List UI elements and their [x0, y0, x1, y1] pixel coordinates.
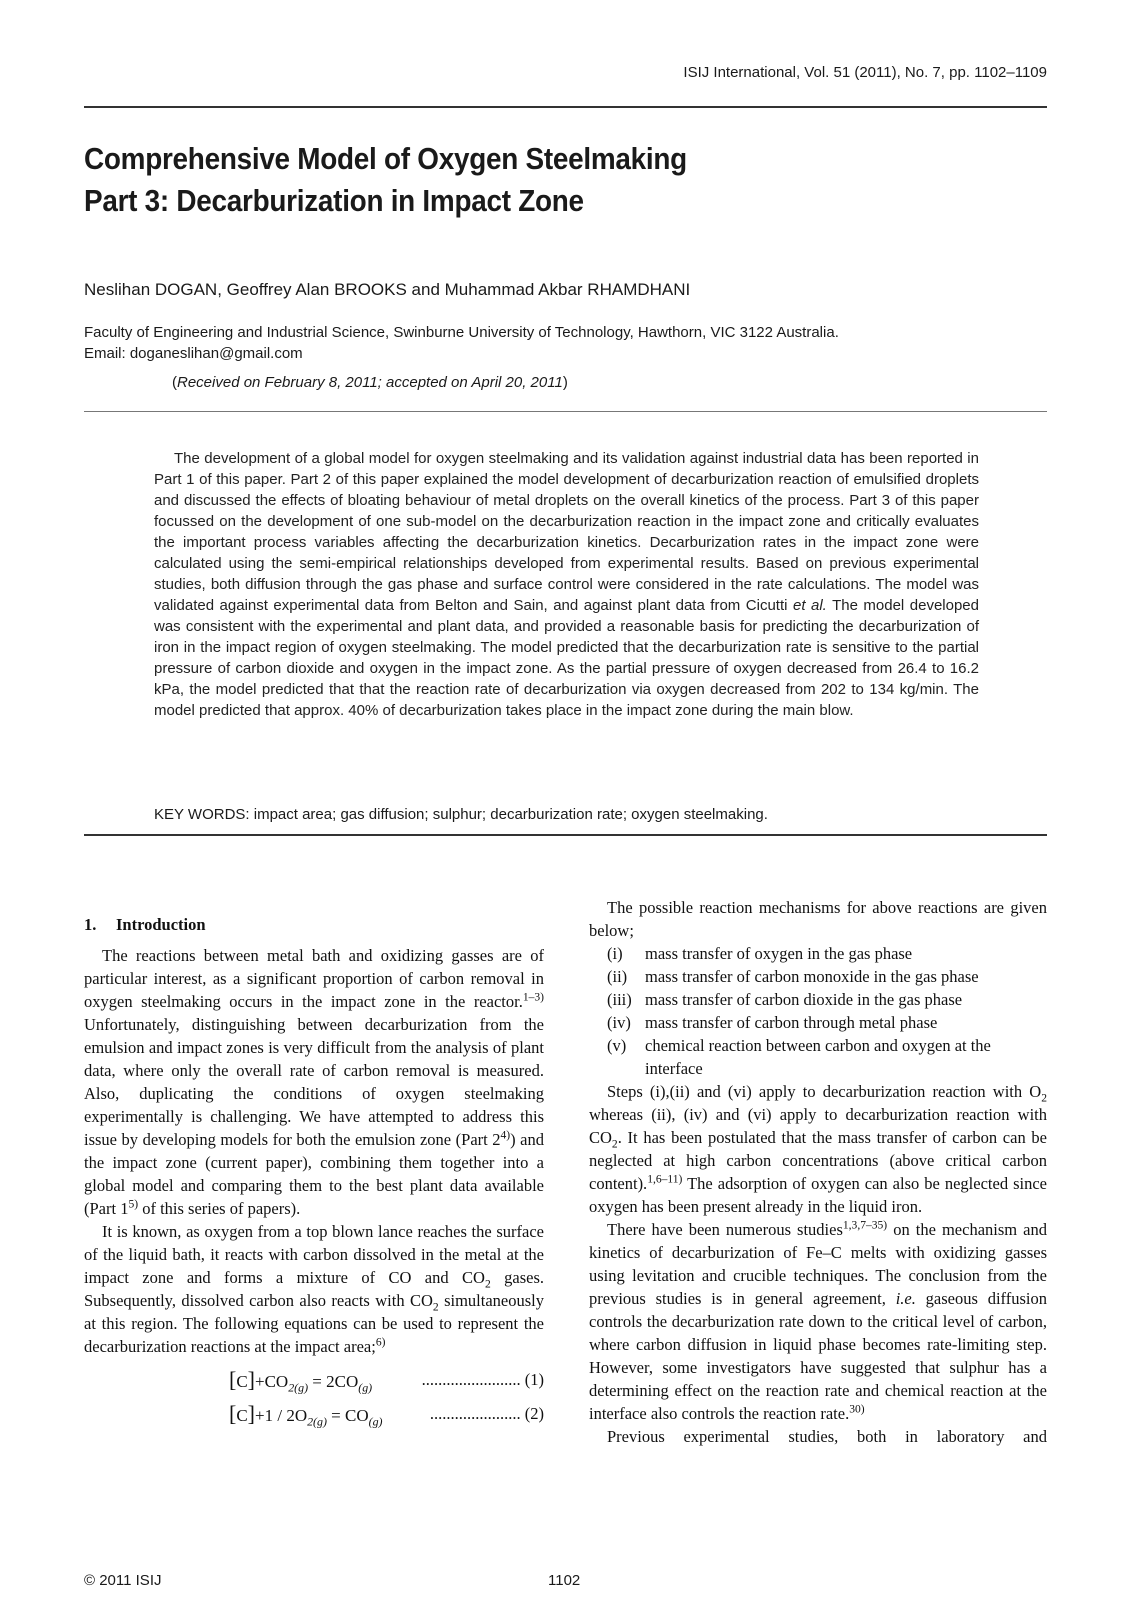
mechanism-index: (iv)	[607, 1013, 631, 1032]
eq-term: 1 / 2O	[264, 1406, 308, 1425]
received-dates	[172, 374, 568, 391]
mechanism-index: (iii)	[607, 990, 632, 1009]
section-heading	[84, 913, 544, 936]
left-column	[84, 913, 544, 1432]
keywords: KEY WORDS: impact area; gas diffusion; sulphur; decarburization rate; oxygen steelmaking.	[154, 806, 768, 823]
right-column	[589, 896, 1047, 1448]
title-line-2: Part 3: Decarburization in Impact Zone	[84, 183, 584, 218]
mechanism-item	[589, 942, 1047, 965]
text-run: ) and the impact zone (current paper), combining them together into a global model and comparing them to the best plant data available (Part 1	[84, 1130, 544, 1218]
text-run: The adsorption of oxygen can also be neglected since oxygen has been present already in the liquid iron.	[589, 1174, 1047, 1216]
text-run: simultaneously at this region. The following equations can be used to represent the decarburization reactions at the impact area;	[84, 1291, 544, 1356]
equation-1	[84, 1368, 544, 1398]
mechanism-item	[589, 1011, 1047, 1034]
subscript: 2(g)	[307, 1414, 327, 1429]
text-run: Steps (i),(ii) and (vi) apply to decarburization reaction with O	[607, 1082, 1042, 1101]
mechanism-index: (ii)	[607, 967, 628, 986]
eq-term: =	[326, 1406, 345, 1425]
mechanism-item	[589, 1034, 1047, 1080]
mechanism-text: mass transfer of oxygen in the gas phase	[645, 944, 913, 963]
text-run: of this series of papers).	[138, 1199, 301, 1218]
mechanism-text: mass transfer of carbon dioxide in the gas phase	[645, 990, 963, 1009]
subscript: (g)	[358, 1380, 373, 1395]
text-run: gases. Subsequently, dissolved carbon also reacts with CO	[84, 1268, 544, 1310]
text-run: Unfortunately, distinguishing between decarburization from the emulsion and impact zones is very difficult from the analysis of plant data, where only the overall rate of carbon removal is measured. Also, duplicating the conditions of oxygen steelmaking experimentally is challenging. We have attempted to address this issue by developing models for both the emulsion zone (Part 2	[84, 1015, 544, 1149]
footer-page-number: 1102	[548, 1572, 581, 1589]
abstract-top-rule	[84, 411, 1047, 412]
received-paren-close: )	[562, 374, 568, 391]
text-run: It is known, as oxygen from a top blown lance reaches the surface of the liquid bath, it reacts with carbon dissolved in the metal at the impact zone and forms a mixture of CO and CO	[84, 1222, 544, 1287]
section-number: 1.	[84, 915, 97, 934]
abstract-text-2: The model developed was consistent with the experimental and plant data, and provided a reasonable basis for predicting the decarburization of iron in the impact region of oxygen steelmaking. The model predicted that the decarburization rate is sensitive to the partial pressure of carbon dioxide and oxygen in the impact zone. As the partial pressure of oxygen decreased from 26.4 to 16.2 kPa, the model predicted that that the reaction rate of decarburization via oxygen decreased from 202 to 134 kg/min. The model predicted that approx. 40% of decarburization takes place in the impact zone during the main blow.	[154, 597, 979, 719]
mechanism-list	[589, 942, 1047, 1080]
text-run: . It has been postulated that the mass transfer of carbon can be neglected at high carbon concentrations (above critical carbon content).	[589, 1128, 1047, 1193]
text-run: i.e.	[895, 1289, 916, 1308]
equation-2-expression	[229, 1402, 383, 1427]
eq-term: +	[255, 1406, 265, 1425]
affiliation-address: Faculty of Engineering and Industrial Science, Swinburne University of Technology, Hawthorn, VIC 3122 Australia.	[84, 324, 839, 341]
bracket-close: ]	[247, 1367, 255, 1392]
subscript: 2	[1041, 1092, 1047, 1105]
last-paragraph: Previous experimental studies, both in laboratory and	[607, 1427, 1047, 1446]
citation: 30)	[849, 1403, 865, 1416]
citation: 5)	[128, 1198, 139, 1211]
studies-paragraph	[589, 1218, 1047, 1425]
equation-1-expression	[229, 1368, 372, 1393]
mechanisms-intro: The possible reaction mechanisms for above reactions are given below;	[589, 898, 1047, 940]
footer-copyright: © 2011 ISIJ	[84, 1572, 162, 1589]
mechanism-text: mass transfer of carbon through metal phase	[645, 1013, 938, 1032]
citation: 1,3,7–35)	[842, 1219, 888, 1232]
text-run: The reactions between metal bath and oxidizing gasses are of particular interest, as a significant proportion of carbon removal in oxygen steelmaking occurs in the impact zone in the reactor.	[84, 946, 544, 1011]
received-text: Received on February 8, 2011; accepted on April 20, 2011	[177, 374, 563, 391]
affiliation-email: Email: doganeslihan@gmail.com	[84, 345, 303, 362]
mechanism-text: chemical reaction between carbon and oxygen at the interface	[645, 1036, 991, 1078]
eq-term: CO	[264, 1372, 289, 1391]
equation-2	[84, 1402, 544, 1432]
text-run: on the mechanism and kinetics of decarburization of Fe–C melts with oxidizing gasses using levitation and crucible techniques. The conclusion from the previous studies is in general agreement,	[589, 1220, 1047, 1308]
intro-paragraph-2	[84, 1220, 544, 1358]
eq-term: C	[236, 1372, 248, 1391]
subscript: (g)	[368, 1414, 383, 1429]
text-run: gaseous diffusion controls the decarburization rate down to the critical level of carbon, where carbon diffusion in liquid phase becomes rate-limiting step. However, some investigators have suggested that sulphur has a determining effect on the reaction rate and chemical reaction at the interface also controls the reaction rate.	[589, 1289, 1047, 1423]
affiliation	[84, 322, 839, 364]
mechanism-text: mass transfer of carbon monoxide in the gas phase	[645, 967, 979, 986]
section-title-text: Introduction	[116, 915, 206, 934]
mechanism-item	[589, 988, 1047, 1011]
equation-1-number: ........................ (1)	[421, 1370, 544, 1389]
mechanism-index: (v)	[607, 1036, 627, 1055]
text-run: whereas (ii), (iv) and (vi) apply to decarburization reaction with CO	[589, 1105, 1047, 1147]
eq-term: =	[308, 1372, 327, 1391]
abstract	[154, 448, 979, 721]
abstract-text-1: The development of a global model for oxygen steelmaking and its validation against industrial data has been reported in Part 1 of this paper. Part 2 of this paper explained the model development of decarburization reaction of emulsified droplets and discussed the effects of bloating behaviour of metal droplets on the overall kinetics of the process. Part 3 of this paper focussed on the development of one sub-model on the decarburization reaction in the impact zone and critically evaluates the important process variables affecting the decarburization kinetics. Decarburization rates in the impact zone were calculated using the semi-empirical relationships developed from experimental results. Based on previous experimental studies, both diffusion through the gas phase and surface control were considered in the rate calculations. The model was validated against experimental data from Belton and Sain, and against plant data from Cicutti	[154, 450, 979, 614]
eq-term: C	[236, 1406, 248, 1425]
citation: 6)	[375, 1336, 386, 1349]
title-line-1: Comprehensive Model of Oxygen Steelmaking	[84, 141, 687, 176]
eq-term: CO	[345, 1406, 369, 1425]
abstract-bottom-rule	[84, 834, 1047, 836]
subscript: 2	[432, 1301, 439, 1314]
bracket-close: ]	[247, 1401, 255, 1426]
text-run: There have been numerous studies	[607, 1220, 843, 1239]
bracket-open: [	[229, 1367, 237, 1392]
intro-paragraph-1	[84, 944, 544, 1220]
authors: Neslihan DOGAN, Geoffrey Alan BROOKS and Muhammad Akbar RHAMDHANI	[84, 280, 691, 299]
eq-term: +	[255, 1372, 265, 1391]
paper-title	[84, 138, 894, 222]
subscript: 2	[611, 1138, 618, 1151]
citation: 1,6–11)	[647, 1173, 683, 1186]
journal-reference: ISIJ International, Vol. 51 (2011), No. 7, pp. 1102–1109	[683, 64, 1047, 81]
mechanism-item	[589, 965, 1047, 988]
eq-term: 2CO	[326, 1372, 359, 1391]
equation-2-number: ...................... (2)	[429, 1404, 544, 1423]
header-rule	[84, 106, 1047, 108]
citation: 1–3)	[522, 991, 544, 1004]
mechanism-index: (i)	[607, 944, 623, 963]
steps-paragraph	[589, 1080, 1047, 1218]
abstract-etal: et al.	[792, 597, 827, 614]
subscript: 2	[484, 1278, 491, 1291]
citation: 4)	[500, 1129, 511, 1142]
received-paren-open: (	[172, 374, 177, 391]
bracket-open: [	[229, 1401, 237, 1426]
subscript: 2(g)	[288, 1380, 309, 1395]
